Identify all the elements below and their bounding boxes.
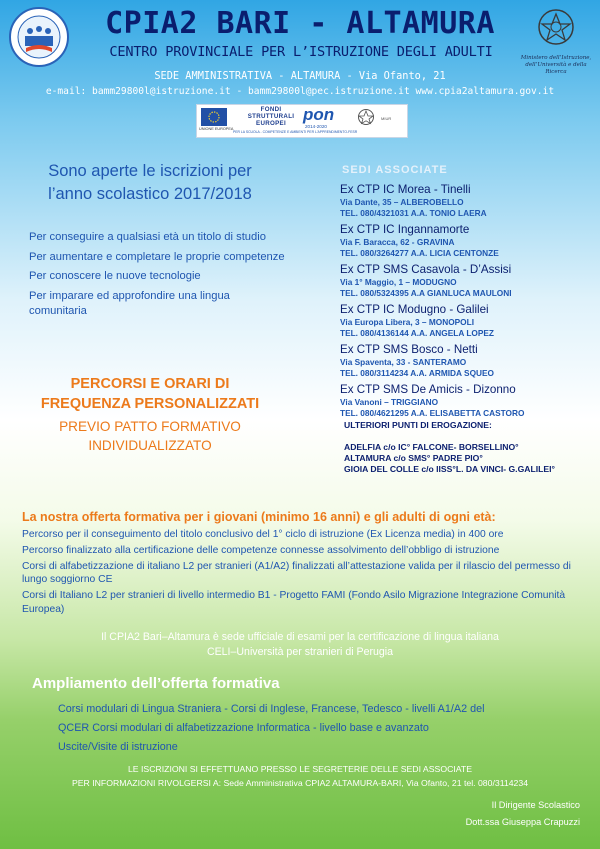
footer-line-2: PER INFORMAZIONI RIVOLGERSI A: Sede Amministrativa CPIA2 ALTAMURA-BARI, Via Ofanto, 21 tel. 080/3114234 bbox=[71, 778, 529, 788]
goal-item: Per conseguire a qualsiasi età un titolo di studio bbox=[29, 231, 266, 243]
associated-centers-list bbox=[340, 182, 590, 422]
certification-note bbox=[20, 630, 580, 660]
center-name: Ex CTP SMS Casavola - D’Assisi bbox=[340, 263, 512, 276]
contact-emails: e-mail: bamm29800l@istruzione.it - bamm29800l@pec.istruzione.it www.cpia2altamura.gov.it bbox=[45, 86, 555, 97]
center-name: Ex CTP IC Modugno - Galilei bbox=[340, 303, 489, 316]
center-phone: TEL. 080/3114234 A.A. ARMIDA SQUEO bbox=[340, 368, 495, 378]
eu-funding-banner bbox=[196, 104, 408, 138]
cert-line-2: CELI–Università per stranieri di Perugia bbox=[206, 646, 394, 658]
goal-item: Per conoscere le nuove tecnologie bbox=[29, 270, 201, 283]
ampliamento-item: Corsi modulari di Lingua Straniera - Corsi di Inglese, Francese, Tedesco - livelli A1/A2 del bbox=[58, 703, 485, 715]
offer-item: Percorso finalizzato alla certificazione delle competenze connesse assolvimento dell’obbligo di istruzione bbox=[22, 544, 500, 556]
center-phone: TEL. 080/4621295 A.A. ELISABETTA CASTORO bbox=[340, 408, 525, 418]
center-address: Via Vanoni – TRIGGIANO bbox=[340, 397, 439, 407]
enrollment-info-footer bbox=[10, 762, 590, 790]
principal-signature bbox=[380, 797, 580, 831]
ministry-caption: Ministero dell’Istruzione, dell’Università e della Ricerca bbox=[520, 55, 592, 75]
pact-line-1: PREVIO PATTO FORMATIVO bbox=[59, 419, 241, 434]
funds-text bbox=[245, 106, 297, 127]
eu-flag-icon bbox=[201, 108, 227, 126]
ministry-small-caption: MIUR bbox=[381, 116, 392, 121]
center-address: Via 1° Maggio, 1 – MODUGNO bbox=[340, 277, 457, 287]
cpia-logo bbox=[8, 6, 70, 68]
cert-line-1: Il CPIA2 Bari–Altamura è sede ufficiale di esami per la certificazione di lingua italiana bbox=[101, 631, 499, 643]
goals-list bbox=[29, 230, 289, 324]
offer-list bbox=[22, 528, 582, 619]
personalized-line-2: FREQUENZA PERSONALIZZATI bbox=[40, 396, 260, 412]
eu-caption: UNIONE EUROPEA bbox=[199, 127, 234, 131]
offer-item: Corsi di Italiano L2 per stranieri di livello intermedio B1 - Progetto FAMI (Fondo Asilo Migrazione Integrazione Comunità Europea) bbox=[22, 590, 566, 615]
center-phone: TEL. 080/3264277 A.A. LICIA CENTONZE bbox=[340, 248, 499, 258]
additional-points-list bbox=[344, 442, 555, 475]
center-item bbox=[340, 382, 590, 419]
offer-item: Corsi di alfabetizzazione di italiano L2 per stranieri (A1/A2) finalizzati all’attestazione valida per il rilascio del permesso di lungo soggiorno CE bbox=[22, 560, 571, 586]
additional-points-heading: ULTERIORI PUNTI DI EROGAZIONE: bbox=[344, 420, 492, 430]
center-name: Ex CTP SMS Bosco - Netti bbox=[340, 343, 478, 356]
goal-item: Per imparare ed approfondire una lingua comunitaria bbox=[29, 289, 230, 318]
center-item bbox=[340, 302, 590, 339]
center-address: Via Spaventa, 33 - SANTERAMO bbox=[340, 357, 467, 367]
center-name: Ex CTP SMS De Amicis - Dizonno bbox=[340, 383, 516, 396]
center-item bbox=[340, 182, 590, 219]
page-title: CPIA2 BARI - ALTAMURA bbox=[105, 6, 495, 41]
center-address: Via F. Baracca, 62 - GRAVINA bbox=[340, 237, 455, 247]
funds-line-2: STRUTTURALI bbox=[247, 113, 295, 120]
center-phone: TEL. 080/4321031 A.A. TONIO LAERA bbox=[340, 208, 487, 218]
personalized-line-1: PERCORSI E ORARI DI bbox=[70, 376, 230, 392]
center-address: Via Dante, 35 – ALBEROBELLO bbox=[340, 197, 464, 207]
point-item: GIOIA DEL COLLE c/o IISS°L. DA VINCI- G.GALILEI° bbox=[344, 464, 555, 474]
offer-item: Percorso per il conseguimento del titolo conclusivo del 1° ciclo di istruzione (Ex Licenza media) in 400 ore bbox=[22, 529, 504, 540]
center-item bbox=[340, 262, 590, 299]
center-phone: TEL. 080/5324395 A.A GIANLUCA MAULONI bbox=[340, 288, 512, 298]
ministry-small-icon bbox=[357, 108, 375, 126]
personalized-paths-heading bbox=[20, 374, 280, 414]
cpia-logo-icon bbox=[8, 6, 70, 68]
admin-address: SEDE AMMINISTRATIVA - ALTAMURA - Via Ofanto, 21 bbox=[154, 70, 446, 82]
associated-seats-heading: SEDI ASSOCIATE bbox=[342, 164, 448, 176]
center-item bbox=[340, 342, 590, 379]
principal-role: Il Dirigente Scolastico bbox=[491, 800, 580, 810]
enrollment-line-1: Sono aperte le iscrizioni per bbox=[48, 162, 252, 180]
enrollment-line-2: l’anno scolastico 2017/2018 bbox=[48, 185, 252, 203]
center-name: Ex CTP IC Ingannamorte bbox=[340, 223, 470, 236]
principal-name: Dott.ssa Giuseppa Crapuzzi bbox=[465, 817, 580, 827]
offer-heading: La nostra offerta formativa per i giovani (minimo 16 anni) e gli adulti di ogni età: bbox=[22, 510, 496, 524]
funds-line-1: FONDI bbox=[260, 106, 282, 113]
pact-line-2: INDIVIDUALIZZATO bbox=[88, 438, 212, 453]
goal-item: Per aumentare e completare le proprie competenze bbox=[29, 250, 285, 263]
pon-years: 2014-2020 bbox=[305, 124, 327, 129]
center-item bbox=[340, 222, 590, 259]
enrollment-open-notice bbox=[20, 160, 280, 206]
point-item: ADELFIA c/o IC° FALCONE- BORSELLINO° bbox=[344, 442, 519, 452]
center-name: Ex CTP IC Morea - Tinelli bbox=[340, 183, 471, 196]
eu-strip-text: PER LA SCUOLA - COMPETENZE E AMBIENTI PER L'APPRENDIMENTO-FESR bbox=[233, 130, 358, 134]
center-address: Via Europa Libera, 3 – MONOPOLI bbox=[340, 317, 475, 327]
ampliamento-list bbox=[58, 700, 578, 756]
center-phone: TEL. 080/4136144 A.A. ANGELA LOPEZ bbox=[340, 328, 495, 338]
ampliamento-heading: Ampliamento dell’offerta formativa bbox=[32, 675, 280, 692]
training-pact-note bbox=[20, 417, 280, 455]
point-item: ALTAMURA c/o SMS° PADRE PIO° bbox=[344, 453, 483, 463]
page-subtitle: CENTRO PROVINCIALE PER L’ISTRUZIONE DEGLI ADULTI bbox=[109, 44, 493, 60]
footer-line-1: LE ISCRIZIONI SI EFFETTUANO PRESSO LE SEGRETERIE DELLE SEDI ASSOCIATE bbox=[127, 764, 473, 774]
funds-line-3: EUROPEI bbox=[256, 120, 286, 127]
ampliamento-item: QCER Corsi modulari di alfabetizzazione Informatica - livello base e avanzato bbox=[58, 721, 429, 734]
ampliamento-item: Uscite/Visite di istruzione bbox=[58, 740, 178, 753]
republic-emblem-icon bbox=[536, 6, 576, 48]
pon-logo: pon bbox=[303, 105, 335, 124]
